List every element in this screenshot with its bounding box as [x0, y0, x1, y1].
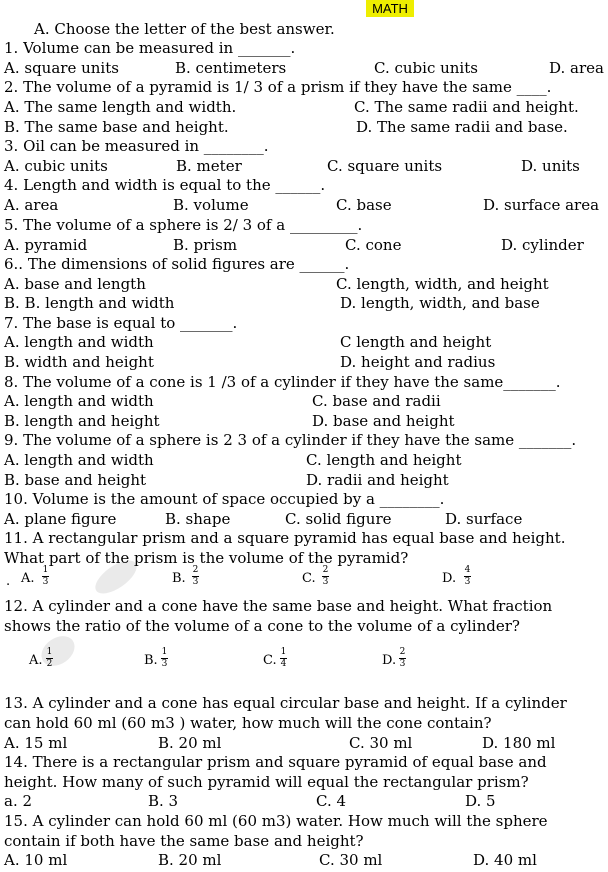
q14-stem-line1: 14. There is a rectangular prism and square pyramid of equal base and: [4, 753, 547, 771]
q6-choice-a[interactable]: A. base and length: [4, 275, 146, 293]
fraction-numerator: 4: [464, 565, 471, 575]
fraction-denominator: 3: [322, 577, 329, 587]
q11-choice-d-fraction: [464, 566, 471, 587]
q3-choice-d[interactable]: D. units: [521, 157, 580, 175]
q12-choice-a-label: A.: [29, 653, 43, 668]
q3-choice-a[interactable]: A. cubic units: [4, 157, 108, 175]
q3-stem: 3. Oil can be measured in ________.: [4, 137, 269, 155]
q11-dot: .: [6, 574, 11, 589]
q13-choice-c[interactable]: C. 30 ml: [349, 734, 413, 752]
q12-stem-line2: shows the ratio of the volume of a cone to the volume of a cylinder?: [4, 617, 520, 635]
q9-choice-d[interactable]: D. radii and height: [306, 471, 449, 489]
q9-stem: 9. The volume of a sphere is 2 3 of a cylinder if they have the same _______.: [4, 431, 577, 449]
fraction-numerator: 1: [46, 647, 53, 657]
q4-choice-d[interactable]: D. surface area: [483, 196, 600, 214]
q15-choice-d[interactable]: D. 40 ml: [473, 851, 537, 869]
q10-choice-d[interactable]: D. surface: [445, 510, 523, 528]
q4-choice-b[interactable]: B. volume: [173, 196, 249, 214]
q3-choice-b[interactable]: B. meter: [176, 157, 242, 175]
q10-stem: 10. Volume is the amount of space occupied by a ________.: [4, 490, 445, 508]
q7-choice-b[interactable]: B. width and height: [4, 353, 154, 371]
q12-choice-b-fraction: [161, 648, 168, 669]
fraction-numerator: 1: [42, 565, 49, 575]
q8-choice-c[interactable]: C. base and radii: [312, 392, 441, 410]
q12-choice-b-label: B.: [144, 653, 158, 668]
q13-stem-line2: can hold 60 ml (60 m3 ) water, how much will the cone contain?: [4, 714, 492, 732]
q9-choice-c[interactable]: C. length and height: [306, 451, 462, 469]
q11-stem-line2: What part of the prism is the volume of the pyramid?: [4, 549, 409, 567]
q5-choice-d[interactable]: D. cylinder: [501, 236, 584, 254]
q8-stem: 8. The volume of a cone is 1 /3 of a cylinder if they have the same_______.: [4, 373, 561, 391]
subject-header: MATH: [366, 0, 414, 17]
q2-choice-c[interactable]: C. The same radii and height.: [354, 98, 579, 116]
q11-choice-d-label: D.: [442, 571, 457, 586]
q2-choice-b[interactable]: B. The same base and height.: [4, 118, 229, 136]
q11-choice-b-label: B.: [172, 571, 186, 586]
q8-choice-a[interactable]: A. length and width: [4, 392, 154, 410]
instruction: A. Choose the letter of the best answer.: [34, 20, 335, 38]
q2-stem: 2. The volume of a pyramid is 1/ 3 of a prism if they have the same ____.: [4, 78, 552, 96]
q6-choice-b[interactable]: B. B. length and width: [4, 294, 175, 312]
q7-choice-a[interactable]: A. length and width: [4, 333, 154, 351]
q12-choice-d-label: D.: [382, 653, 397, 668]
q11-choice-a-label: A.: [21, 571, 35, 586]
q7-choice-c[interactable]: C length and height: [340, 333, 492, 351]
q10-choice-c[interactable]: C. solid figure: [285, 510, 392, 528]
q2-choice-d[interactable]: D. The same radii and base.: [356, 118, 568, 136]
q9-choice-a[interactable]: A. length and width: [4, 451, 154, 469]
fraction-denominator: 3: [399, 659, 406, 669]
q11-choice-a-fraction: [42, 566, 49, 587]
q11-stem-line1: 11. A rectangular prism and a square pyramid has equal base and height.: [4, 529, 566, 547]
fraction-denominator: 3: [161, 659, 168, 669]
q15-stem-line2: contain if both have the same base and height?: [4, 832, 364, 850]
q9-choice-b[interactable]: B. base and height: [4, 471, 147, 489]
q15-stem-line1: 15. A cylinder can hold 60 ml (60 m3) water. How much will the sphere: [4, 812, 548, 830]
q11-choice-c-fraction: [322, 566, 329, 587]
fraction-numerator: 2: [399, 647, 406, 657]
q14-stem-line2: height. How many of such pyramid will equal the rectangular prism?: [4, 773, 529, 791]
q13-choice-b[interactable]: B. 20 ml: [158, 734, 222, 752]
q1-choice-d[interactable]: D. area: [549, 59, 604, 77]
q11-choice-b-fraction: [192, 566, 199, 587]
fraction-numerator: 2: [192, 565, 199, 575]
fraction-denominator: 3: [464, 577, 471, 587]
q10-choice-a[interactable]: A. plane figure: [4, 510, 117, 528]
q12-choice-c-fraction: [280, 648, 287, 669]
q5-choice-b[interactable]: B. prism: [173, 236, 238, 254]
fraction-numerator: 2: [322, 565, 329, 575]
q7-stem: 7. The base is equal to _______.: [4, 314, 238, 332]
q12-choice-d-fraction: [399, 648, 406, 669]
q6-choice-d[interactable]: D. length, width, and base: [340, 294, 540, 312]
q7-choice-d[interactable]: D. height and radius: [340, 353, 496, 371]
q14-choice-c[interactable]: C. 4: [316, 792, 347, 810]
q8-choice-d[interactable]: D. base and height: [312, 412, 455, 430]
q12-choice-a-fraction: [46, 648, 53, 669]
q6-choice-c[interactable]: C. length, width, and height: [336, 275, 549, 293]
q1-choice-c[interactable]: C. cubic units: [374, 59, 478, 77]
q13-choice-a[interactable]: A. 15 ml: [4, 734, 68, 752]
q2-choice-a[interactable]: A. The same length and width.: [4, 98, 237, 116]
q8-choice-b[interactable]: B. length and height: [4, 412, 160, 430]
q14-choice-a[interactable]: a. 2: [4, 792, 33, 810]
fraction-numerator: 1: [280, 647, 287, 657]
q15-choice-c[interactable]: C. 30 ml: [319, 851, 383, 869]
fraction-numerator: 1: [161, 647, 168, 657]
q4-stem: 4. Length and width is equal to the ______.: [4, 176, 326, 194]
q10-choice-b[interactable]: B. shape: [165, 510, 231, 528]
q6-stem: 6.. The dimensions of solid figures are ______.: [4, 255, 350, 273]
q12-stem-line1: 12. A cylinder and a cone have the same base and height. What fraction: [4, 597, 553, 615]
q4-choice-a[interactable]: A. area: [4, 196, 59, 214]
q11-choice-c-label: C.: [302, 571, 316, 586]
q5-stem: 5. The volume of a sphere is 2/ 3 of a _________.: [4, 216, 363, 234]
q12-choice-c-label: C.: [263, 653, 277, 668]
q15-choice-a[interactable]: A. 10 ml: [4, 851, 68, 869]
fraction-denominator: 3: [42, 577, 49, 587]
q14-choice-b[interactable]: B. 3: [148, 792, 179, 810]
q5-choice-c[interactable]: C. cone: [345, 236, 402, 254]
q13-choice-d[interactable]: D. 180 ml: [482, 734, 556, 752]
q1-choice-a[interactable]: A. square units: [4, 59, 119, 77]
fraction-denominator: 3: [192, 577, 199, 587]
q5-choice-a[interactable]: A. pyramid: [4, 236, 88, 254]
q4-choice-c[interactable]: C. base: [336, 196, 392, 214]
q1-choice-b[interactable]: B. centimeters: [175, 59, 287, 77]
q13-stem-line1: 13. A cylinder and a cone has equal circular base and height. If a cylinder: [4, 694, 567, 712]
fraction-denominator: 4: [280, 659, 287, 669]
fraction-denominator: 2: [46, 659, 53, 669]
q3-choice-c[interactable]: C. square units: [327, 157, 443, 175]
q15-choice-b[interactable]: B. 20 ml: [158, 851, 222, 869]
q14-choice-d[interactable]: D. 5: [465, 792, 496, 810]
q1-stem: 1. Volume can be measured in _______.: [4, 39, 296, 57]
